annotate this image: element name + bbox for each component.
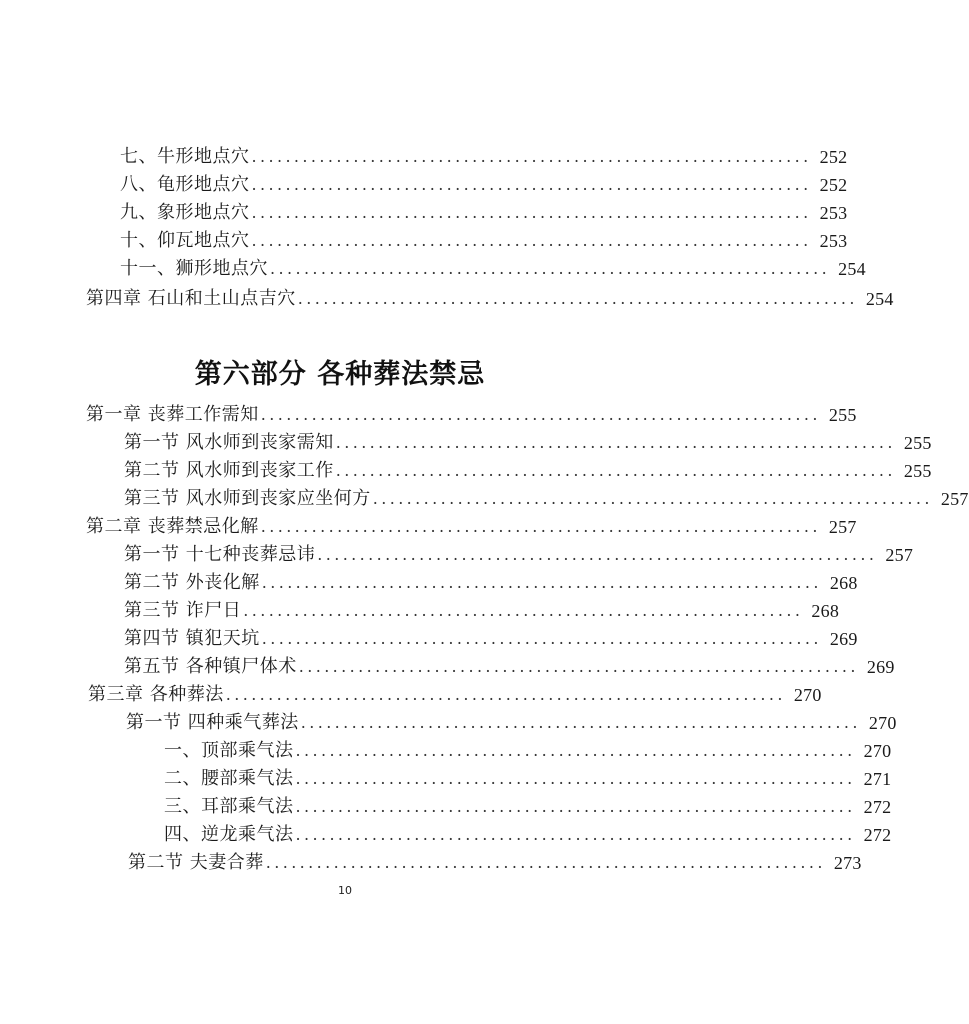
- toc-leader-dots: ..................................................................: [335, 433, 896, 452]
- toc-entry-title: 四、逆龙乘气法: [164, 824, 294, 845]
- toc-entry-page: 269: [866, 657, 895, 677]
- toc-leader-dots: ..................................................................: [372, 489, 933, 508]
- toc-entry-title: 第三章 各种葬法: [88, 684, 224, 705]
- toc-leader-dots: ..................................................................: [243, 601, 804, 620]
- toc-leader-dots: ..................................................................: [295, 797, 856, 816]
- toc-leader-dots: ..................................................................: [298, 657, 859, 676]
- toc-entry: [120, 168, 848, 196]
- toc-entry-page: 269: [829, 629, 858, 649]
- toc-section-entry: [124, 538, 914, 566]
- toc-entry-page: 254: [865, 289, 894, 309]
- toc-leader-dots: ..................................................................: [295, 769, 856, 788]
- toc-entry-title: 十、仰瓦地点穴: [120, 230, 250, 251]
- toc-entry-title: 第一节 十七种丧葬忌讳: [124, 544, 316, 565]
- toc-subsection-entry: [164, 762, 892, 790]
- toc-entry-page: 257: [940, 489, 969, 509]
- toc-entry-title: 一、顶部乘气法: [164, 740, 294, 761]
- toc-entry-title: 第一章 丧葬工作需知: [86, 404, 259, 425]
- toc-chapter-entry: [86, 282, 894, 310]
- toc-leader-dots: ..................................................................: [297, 289, 858, 308]
- toc-entry-page: 270: [863, 741, 892, 761]
- toc-leader-dots: ..................................................................: [335, 461, 896, 480]
- toc-entry-page: 268: [811, 601, 840, 621]
- toc-entry-page: 270: [793, 685, 822, 705]
- toc-leader-dots: ..................................................................: [260, 517, 821, 536]
- toc-section-entry: [124, 594, 840, 622]
- toc-entry-title: 第一节 风水师到丧家需知: [124, 432, 334, 453]
- toc-leader-dots: ..................................................................: [295, 825, 856, 844]
- toc-section-entry: [124, 426, 932, 454]
- toc-entry-page: 254: [838, 259, 866, 279]
- toc-leader-dots: ..................................................................: [251, 147, 812, 166]
- toc-section-entry: [124, 566, 858, 594]
- toc-leader-dots: ..................................................................: [265, 853, 826, 872]
- toc-entry-title: 第二章 丧葬禁忌化解: [86, 516, 259, 537]
- toc-entry-title: 第二节 风水师到丧家工作: [124, 460, 334, 481]
- toc-entry-page: 253: [819, 203, 848, 223]
- toc-leader-dots: ..................................................................: [260, 405, 821, 424]
- toc-leader-dots: ..................................................................: [261, 573, 822, 592]
- toc-entry: [120, 224, 848, 252]
- toc-entry-page: 257: [885, 545, 914, 565]
- toc-entry-title: 第一节 四种乘气葬法: [126, 712, 299, 733]
- toc-entry-page: 271: [863, 769, 892, 789]
- toc-entry: [120, 140, 848, 168]
- toc-chapter-entry: [88, 678, 822, 706]
- toc-entry-page: 255: [903, 433, 932, 453]
- section-heading: 第六部分 各种葬法禁忌: [194, 359, 486, 390]
- toc-leader-dots: ..................................................................: [251, 203, 812, 222]
- toc-entry-title: 第三节 诈尸日: [124, 600, 242, 621]
- toc-entry-page: 272: [863, 825, 892, 845]
- toc-entry-title: 七、牛形地点穴: [120, 146, 250, 167]
- toc-entry-page: 257: [828, 517, 857, 537]
- toc-section-entry: [128, 846, 862, 874]
- toc-section-entry: [124, 482, 969, 510]
- toc-entry-title: 第三节 风水师到丧家应坐何方: [124, 488, 371, 509]
- toc-entry-page: 272: [863, 797, 892, 817]
- toc-section-entry: [124, 622, 858, 650]
- toc-subsection-entry: [164, 734, 892, 762]
- toc-entry-page: 270: [868, 713, 897, 733]
- toc-entry-title: 第五节 各种镇尸体术: [124, 656, 297, 677]
- toc-entry-title: 第二节 夫妻合葬: [128, 852, 264, 873]
- toc-subsection-entry: [164, 790, 892, 818]
- page-number: 10: [338, 884, 352, 897]
- toc-entry-title: 第二节 外丧化解: [124, 572, 260, 593]
- toc-section-entry: [126, 706, 897, 734]
- toc-entry-title: 九、象形地点穴: [120, 202, 250, 223]
- toc-entry-page: 255: [828, 405, 857, 425]
- toc-entry-page: 253: [819, 231, 848, 251]
- toc-leader-dots: ..................................................................: [251, 175, 812, 194]
- toc-entry-title: 十一、狮形地点穴: [120, 258, 268, 279]
- toc-subsection-entry: [164, 818, 892, 846]
- toc-leader-dots: ..................................................................: [251, 231, 812, 250]
- toc-entry-title: 二、腰部乘气法: [164, 768, 294, 789]
- toc-entry-page: 252: [819, 147, 848, 167]
- toc-leader-dots: ..................................................................: [300, 713, 861, 732]
- toc-leader-dots: ..................................................................: [317, 545, 878, 564]
- toc-section-entry: [124, 650, 895, 678]
- toc-entry-title: 第四节 镇犯天坑: [124, 628, 260, 649]
- toc-leader-dots: ..................................................................: [295, 741, 856, 760]
- toc-entry: [120, 252, 866, 280]
- toc-leader-dots: ..................................................................: [225, 685, 786, 704]
- toc-entry-title: 八、龟形地点穴: [120, 174, 250, 195]
- toc-entry-title: 三、耳部乘气法: [164, 796, 294, 817]
- toc-chapter-entry: [86, 510, 857, 538]
- toc-entry: [120, 196, 848, 224]
- toc-entry-page: 273: [833, 853, 862, 873]
- toc-leader-dots: ..................................................................: [270, 259, 831, 278]
- toc-chapter-entry: [86, 398, 857, 426]
- toc-entry-page: 252: [819, 175, 848, 195]
- toc-section-entry: [124, 454, 932, 482]
- toc-entry-page: 255: [903, 461, 932, 481]
- toc-entry-page: 268: [829, 573, 858, 593]
- toc-leader-dots: ..................................................................: [261, 629, 822, 648]
- toc-entry-title: 第四章 石山和土山点吉穴: [86, 288, 296, 309]
